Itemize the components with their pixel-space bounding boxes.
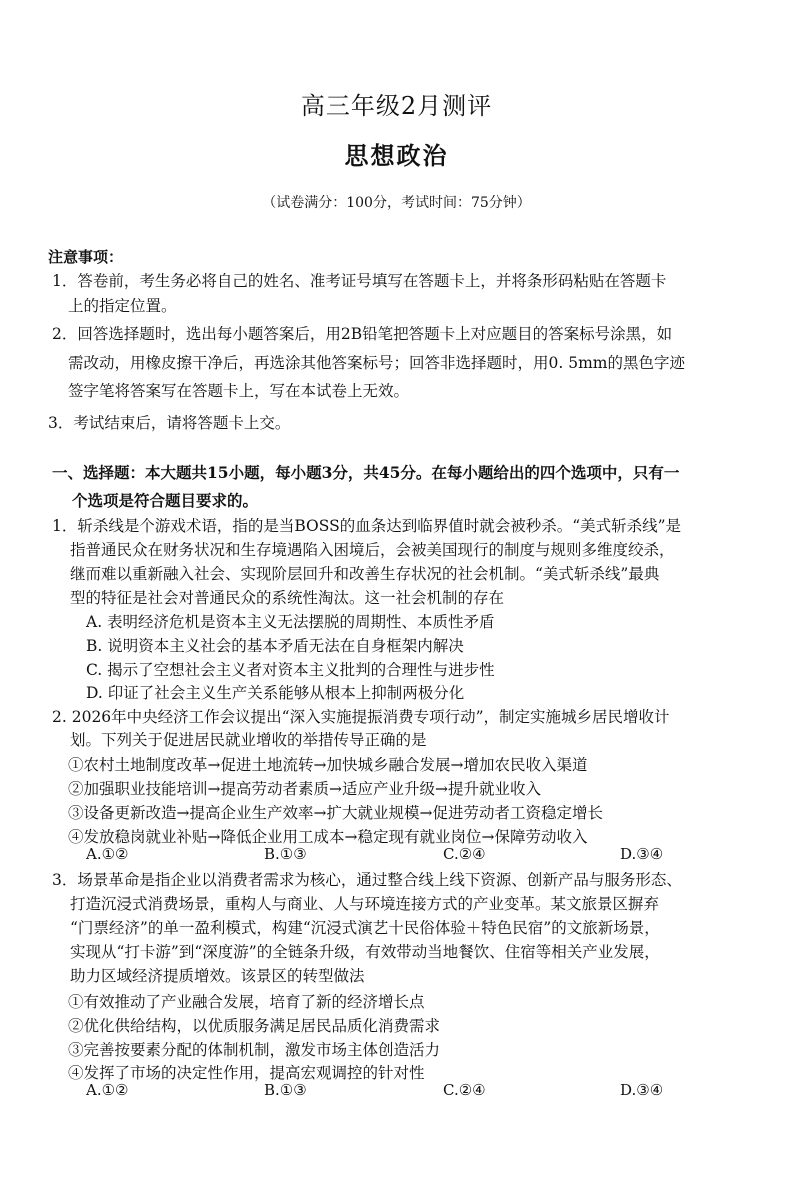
q2-choice-c: C.②④ <box>443 845 486 863</box>
q2-choice-b: B.①③ <box>264 845 307 863</box>
q2-choice-d: D.③④ <box>620 845 664 863</box>
notice-item-2-line-2: 需改动，用橡皮擦干净后，再选涂其他答案标号；回答非选择题时，用0. 5mm的黑色字迹 <box>68 354 685 372</box>
q1-stem-line-1: 1．斩杀线是个游戏术语，指的是当BOSS的血条达到临界值时就会被秒杀。“美式斩杀线”是 <box>52 517 682 535</box>
q3-stem-line-3: “门票经济”的单一盈利模式，构建“沉浸式演艺十民俗体验＋特色民宿”的文旅新场景， <box>70 919 660 937</box>
q3-statement-1: ①有效推动了产业融合发展，培育了新的经济增长点 <box>68 993 425 1011</box>
q1-option-c: C. 揭示了空想社会主义者对资本主义批判的合理性与进步性 <box>86 661 495 679</box>
q3-statement-2: ②优化供给结构，以优质服务满足居民品质化消费需求 <box>68 1017 441 1035</box>
subject-title: 思想政治 <box>344 141 449 170</box>
q2-statement-3: ③设备更新改造→提高企业生产效率→扩大就业规模→促进劳动者工资稳定增长 <box>68 804 603 822</box>
notice-item-1-line-2: 上的指定位置。 <box>68 297 177 315</box>
exam-info: （试卷满分：100分，考试时间：75分钟） <box>262 195 531 211</box>
q3-stem-line-2: 打造沉浸式消费场景，重构人与商业、人与环境连接方式的产业变革。某文旅景区摒弃 <box>70 895 660 913</box>
notice-item-1-line-1: 1．答卷前，考生务必将自己的姓名、准考证号填写在答题卡上，并将条形码粘贴在答题卡 <box>52 272 667 290</box>
notice-heading: 注意事项： <box>48 248 124 266</box>
section-heading-line-1: 一、选择题：本大题共15小题，每小题3分，共45分。在每小题给出的四个选项中，只有一 <box>52 463 680 482</box>
q3-statement-4: ④发挥了市场的决定性作用，提高宏观调控的针对性 <box>68 1064 425 1082</box>
q2-stem-line-1: 2. 2026年中央经济工作会议提出“深入实施提振消费专项行动”，制定实施城乡居民增收计 <box>52 708 670 726</box>
q1-stem-line-2: 指普通民众在财务状况和生存境遇陷入困境后，会被美国现行的制度与规则多维度绞杀， <box>70 541 675 559</box>
q3-stem-line-4: 实现从“打卡游”到“深度游”的全链条升级，有效带动当地餐饮、住宿等相关产业发展， <box>70 943 660 961</box>
q3-stem-line-5: 助力区域经济提质增效。该景区的转型做法 <box>70 967 365 985</box>
q3-choice-c: C.②④ <box>443 1081 486 1099</box>
q1-stem-line-3: 继而难以重新融入社会、实现阶层回升和改善生存状况的社会机制。“美式斩杀线”最典 <box>70 565 660 583</box>
q3-choice-a: A.①② <box>86 1081 129 1099</box>
q2-statement-4: ④发放稳岗就业补贴→降低企业用工成本→稳定现有就业岗位→保障劳动收入 <box>68 828 588 846</box>
exam-title: 高三年级2月测评 <box>300 92 493 120</box>
notice-item-2-line-3: 签字笔将答案写在答题卡上，写在本试卷上无效。 <box>68 382 410 400</box>
q1-option-b: B. 说明资本主义社会的基本矛盾无法在自身框架内解决 <box>86 637 464 655</box>
q2-choice-a: A.①② <box>86 845 129 863</box>
q1-stem-line-4: 型的特征是社会对普通民众的系统性淘汰。这一社会机制的存在 <box>70 589 505 607</box>
q2-stem-line-2: 划。下列关于促进居民就业增收的举措传导正确的是 <box>70 731 427 749</box>
notice-item-2-line-1: 2．回答选择题时，选出每小题答案后，用2B铅笔把答题卡上对应题目的答案标号涂黑，如 <box>52 325 673 343</box>
q3-stem-line-1: 3．场景革命是指企业以消费者需求为核心，通过整合线上线下资源、创新产品与服务形态、 <box>52 871 682 889</box>
notice-item-3: 3．考试结束后，请将答题卡上交。 <box>48 414 291 432</box>
q3-statement-3: ③完善按要素分配的体制机制，激发市场主体创造活力 <box>68 1041 441 1059</box>
q1-option-d: D. 印证了社会主义生产关系能够从根本上抑制两极分化 <box>86 684 465 702</box>
q3-choice-d: D.③④ <box>620 1081 664 1099</box>
section-heading-line-2: 个选项是符合题目要求的。 <box>72 491 259 510</box>
q2-statement-1: ①农村土地制度改革→促进土地流转→加快城乡融合发展→增加农民收入渠道 <box>68 756 588 774</box>
q1-option-a: A. 表明经济危机是资本主义无法摆脱的周期性、本质性矛盾 <box>86 613 495 631</box>
q2-statement-2: ②加强职业技能培训→提高劳动者素质→适应产业升级→提升就业收入 <box>68 780 541 798</box>
q3-choice-b: B.①③ <box>264 1081 307 1099</box>
